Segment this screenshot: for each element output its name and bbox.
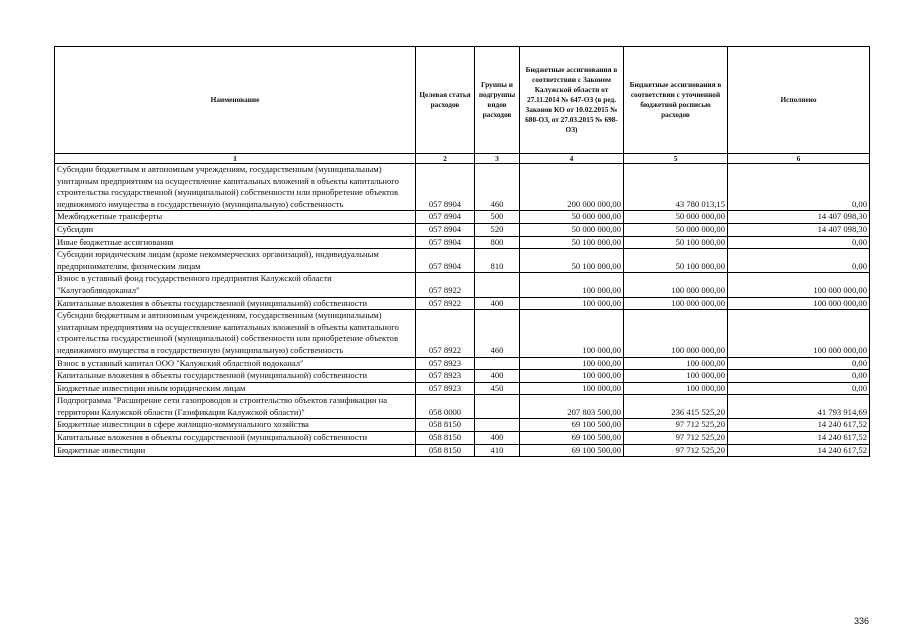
table-row (55, 211, 870, 224)
row-refined-amount: 50 100 000,00 (624, 236, 728, 249)
row-refined-amount: 97 712 525,20 (624, 444, 728, 457)
row-executed-amount: 14 240 617,52 (728, 444, 870, 457)
row-law-amount: 100 000,00 (520, 273, 624, 297)
row-group: 400 (475, 370, 520, 383)
row-executed-amount: 0,00 (728, 357, 870, 370)
row-code: 058 8150 (416, 444, 475, 457)
table-row (55, 223, 870, 236)
row-group: 400 (475, 432, 520, 445)
row-name: Подпрограмма "Расширение сети газопроводов и строительство объектов газификации на территории Калужской области (Газификация Калужской области)" (55, 395, 416, 419)
row-law-amount: 69 100 500,00 (520, 432, 624, 445)
row-group (475, 273, 520, 297)
row-group: 500 (475, 211, 520, 224)
row-executed-amount: 0,00 (728, 370, 870, 383)
row-law-amount: 207 803 500,00 (520, 395, 624, 419)
row-name: Бюджетные инвестиции иным юридическим лицам (55, 382, 416, 395)
table-row (55, 310, 870, 357)
table-row (55, 357, 870, 370)
row-refined-amount: 50 100 000,00 (624, 249, 728, 273)
row-law-amount: 69 100 500,00 (520, 444, 624, 457)
row-refined-amount: 50 000 000,00 (624, 223, 728, 236)
row-law-amount: 100 000,00 (520, 297, 624, 310)
row-executed-amount: 100 000 000,00 (728, 310, 870, 357)
row-law-amount: 200 000 000,00 (520, 164, 624, 211)
table-row (55, 273, 870, 297)
header-refined: Бюджетные ассигнования в соответствии с уточненной бюджетной росписью расходов (624, 47, 728, 154)
row-refined-amount: 97 712 525,20 (624, 419, 728, 432)
row-law-amount: 50 000 000,00 (520, 211, 624, 224)
header-name: Наименование (55, 47, 416, 154)
row-refined-amount: 100 000 000,00 (624, 297, 728, 310)
row-name: Капитальные вложения в объекты государственной (муниципальной) собственности (55, 432, 416, 445)
column-number: 4 (520, 154, 624, 164)
header-executed: Исполнено (728, 47, 870, 154)
row-law-amount: 50 100 000,00 (520, 236, 624, 249)
row-code: 057 8904 (416, 223, 475, 236)
row-group (475, 395, 520, 419)
row-code: 058 0000 (416, 395, 475, 419)
table-row (55, 382, 870, 395)
row-code: 057 8904 (416, 211, 475, 224)
row-name: Субсидии (55, 223, 416, 236)
column-number-row (55, 154, 870, 164)
row-name: Межбюджетные трансферты (55, 211, 416, 224)
row-law-amount: 100 000,00 (520, 370, 624, 383)
row-group: 800 (475, 236, 520, 249)
table-row (55, 432, 870, 445)
header-group: Группы и подгруппы видов расходов (475, 47, 520, 154)
row-group: 810 (475, 249, 520, 273)
row-group: 410 (475, 444, 520, 457)
row-executed-amount: 100 000 000,00 (728, 273, 870, 297)
table-body (55, 164, 870, 457)
row-executed-amount: 14 240 617,52 (728, 432, 870, 445)
row-law-amount: 100 000,00 (520, 357, 624, 370)
row-name: Взнос в уставный фонд государственного предприятия Калужской области "Калугаоблводоканал" (55, 273, 416, 297)
row-refined-amount: 50 000 000,00 (624, 211, 728, 224)
row-refined-amount: 100 000,00 (624, 370, 728, 383)
row-group: 460 (475, 310, 520, 357)
row-group: 450 (475, 382, 520, 395)
column-number: 3 (475, 154, 520, 164)
row-executed-amount: 14 407 098,30 (728, 211, 870, 224)
page-number: 336 (853, 616, 869, 626)
row-refined-amount: 100 000 000,00 (624, 310, 728, 357)
row-executed-amount: 41 793 914,69 (728, 395, 870, 419)
row-group (475, 419, 520, 432)
table-row (55, 297, 870, 310)
column-number: 1 (55, 154, 416, 164)
table-row (55, 395, 870, 419)
row-executed-amount: 0,00 (728, 236, 870, 249)
budget-table (54, 46, 870, 457)
header-row (55, 47, 870, 154)
row-law-amount: 69 100 500,00 (520, 419, 624, 432)
row-executed-amount: 0,00 (728, 249, 870, 273)
row-group: 520 (475, 223, 520, 236)
column-number: 6 (728, 154, 870, 164)
row-law-amount: 100 000,00 (520, 310, 624, 357)
row-executed-amount: 100 000 000,00 (728, 297, 870, 310)
row-name: Субсидии юридическим лицам (кроме некоммерческих организаций), индивидуальным предпринимателям, физическим лицам (55, 249, 416, 273)
row-group: 460 (475, 164, 520, 211)
row-law-amount: 50 100 000,00 (520, 249, 624, 273)
table-row (55, 164, 870, 211)
row-code: 057 8904 (416, 236, 475, 249)
row-code: 057 8923 (416, 382, 475, 395)
row-name: Капитальные вложения в объекты государственной (муниципальной) собственности (55, 297, 416, 310)
table-row (55, 236, 870, 249)
row-code: 058 8150 (416, 419, 475, 432)
table-row (55, 370, 870, 383)
row-code: 057 8923 (416, 357, 475, 370)
row-executed-amount: 0,00 (728, 382, 870, 395)
row-executed-amount: 0,00 (728, 164, 870, 211)
row-code: 058 8150 (416, 432, 475, 445)
row-name: Капитальные вложения в объекты государственной (муниципальной) собственности (55, 370, 416, 383)
row-name: Бюджетные инвестиции в сфере жилищно-коммунального хозяйства (55, 419, 416, 432)
row-law-amount: 50 000 000,00 (520, 223, 624, 236)
row-executed-amount: 14 240 617,52 (728, 419, 870, 432)
row-refined-amount: 43 780 013,15 (624, 164, 728, 211)
row-executed-amount: 14 407 098,30 (728, 223, 870, 236)
column-number: 5 (624, 154, 728, 164)
row-refined-amount: 100 000,00 (624, 382, 728, 395)
header-code: Целевая статья расходов (416, 47, 475, 154)
row-code: 057 8904 (416, 249, 475, 273)
row-code: 057 8904 (416, 164, 475, 211)
row-law-amount: 100 000,00 (520, 382, 624, 395)
row-refined-amount: 100 000,00 (624, 357, 728, 370)
row-refined-amount: 97 712 525,20 (624, 432, 728, 445)
table-row (55, 444, 870, 457)
table-row (55, 419, 870, 432)
row-refined-amount: 100 000 000,00 (624, 273, 728, 297)
row-code: 057 8922 (416, 297, 475, 310)
row-group (475, 357, 520, 370)
row-name: Бюджетные инвестиции (55, 444, 416, 457)
row-code: 057 8922 (416, 273, 475, 297)
table-row (55, 249, 870, 273)
column-number: 2 (416, 154, 475, 164)
row-name: Взнос в уставный капитал ООО "Калужский областной водоканал" (55, 357, 416, 370)
row-group: 400 (475, 297, 520, 310)
header-law: Бюджетные ассигнования в соответствии с Законом Калужской области от 27.11.2014 № 647-ОЗ (в ред. Законов КО от 10.02.2015 № 680-ОЗ, от 27.03.2015 № 698-ОЗ) (520, 47, 624, 154)
row-name: Иные бюджетные ассигнования (55, 236, 416, 249)
row-code: 057 8922 (416, 310, 475, 357)
row-name: Субсидии бюджетным и автономным учреждениям, государственным (муниципальным) унитарным предприятиям на осуществление капитальных вложений в объекты капитального строительства государственной (муниципальной) собственности или приобретение объектов недвижимого имущества в государственную (муниципальную) собственность (55, 310, 416, 357)
row-code: 057 8923 (416, 370, 475, 383)
row-name: Субсидии бюджетным и автономным учреждениям, государственным (муниципальным) унитарным предприятиям на осуществление капитальных вложений в объекты капитального строительства государственной (муниципальной) собственности или приобретение объектов недвижимого имущества в государственную (муниципальную) собственность (55, 164, 416, 211)
row-refined-amount: 236 415 525,20 (624, 395, 728, 419)
